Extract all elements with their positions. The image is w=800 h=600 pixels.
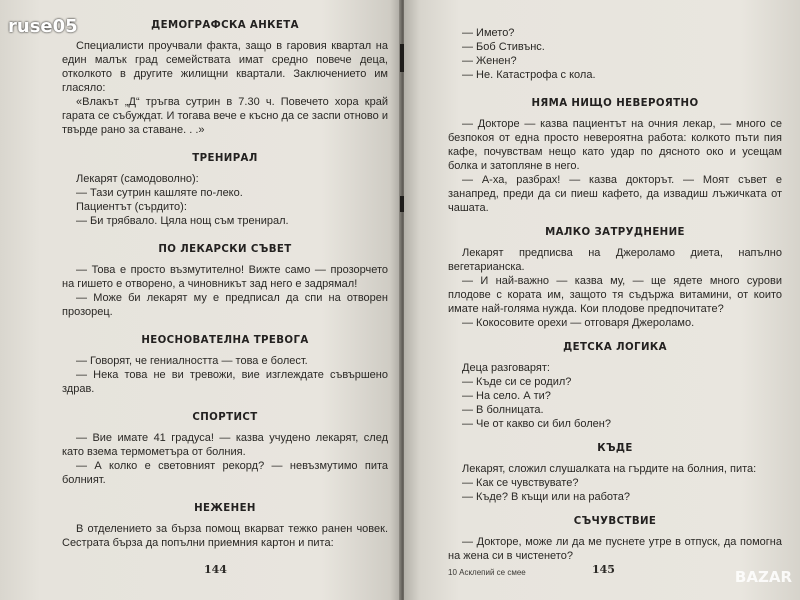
paragraph: — Може би лекарят му е предписал да спи на отворен прозорец. (62, 292, 388, 318)
dialogue-line: Лекарят (самодоволно): (76, 173, 199, 185)
section-title: НЕОСНОВАТЕЛНА ТРЕВОГА (141, 335, 309, 346)
paragraph: — И най-важно — казва му, — ще ядете много сурови плодове с кората им, защото тя съдържа витамини, от които имате най-голяма нужда. Кои плодове предпочитате? (448, 275, 782, 315)
paragraph: — Това е просто възмутително! Вижте само — прозорчето на гишето е отворено, а чиновникът зад него е задрямал! (62, 264, 388, 290)
dialogue-line: — Името? (462, 27, 515, 39)
dialogue-line: Пациентът (сърдито): (76, 201, 187, 213)
dialogue-line: — Че от какво си бил болен? (462, 418, 611, 430)
page-number: 144 (204, 563, 227, 576)
dialogue-line: — Женен? (462, 55, 517, 67)
section-title: НЕЖЕНЕН (194, 503, 256, 514)
paragraph: Лекарят, сложил слушалката на гърдите на болния, пита: (462, 463, 757, 475)
paragraph: Лекарят предписва на Джероламо диета, напълно вегетарианска. (448, 247, 782, 273)
dialogue-line: — В болницата. (462, 404, 544, 416)
dialogue-line: — На село. А ти? (462, 390, 551, 402)
page-footer: 10 Асклепий се смее (448, 568, 526, 577)
right-page (404, 0, 800, 600)
dialogue-line: — Къде? В къщи или на работа? (462, 491, 630, 503)
dialogue-line: — Тази сутрин кашляте по-леко. (76, 187, 243, 199)
paragraph: «Влакът „Д“ тръгва сутрин в 7.30 ч. Повечето хора край гарата се събуждат. И тогава вече е късно да се заспи отново и твърде рано за ставане. . .» (62, 96, 388, 136)
section-title: СЪЧУВСТВИЕ (573, 516, 657, 527)
section-title: МАЛКО ЗАТРУДНЕНИЕ (545, 227, 685, 238)
dialogue-line: Деца разговарят: (462, 362, 550, 374)
dialogue-line: — Къде си се родил? (462, 376, 572, 388)
watermark-logo: BAZAR (734, 568, 792, 586)
section-title: ДЕТСКА ЛОГИКА (563, 342, 667, 353)
paragraph: — А-ха, разбрах! — казва докторът. — Моят съвет е занапред, преди да си пиеш кафето, да извадиш лъжичката от чашата. (448, 174, 782, 214)
paragraph: В отделението за бърза помощ вкарват тежко ранен човек. Сестрата бърза да попълни приемния картон и пита: (62, 523, 388, 549)
paragraph: Специалисти проучвали факта, защо в гаровия квартал на един малък град семействата имат средно повече деца, отколкото в другите жилищни квартали. Заключението им гласяло: (62, 40, 388, 94)
section-title: НЯМА НИЩО НЕВЕРОЯТНО (531, 98, 699, 109)
paragraph: — Нека това не ви тревожи, вие изглеждате съвършено здрав. (62, 369, 388, 395)
section-title: КЪДЕ (597, 443, 633, 454)
paragraph: — Докторе, може ли да ме пуснете утре в отпуск, да помогна на жена си в чистенето? (448, 536, 782, 562)
paragraph: — А колко е световният рекорд? — невъзмутимо пита болният. (62, 460, 388, 486)
paragraph: — Вие имате 41 градуса! — казва учудено лекарят, след като взема термометъра от болния. (62, 432, 388, 458)
dialogue-line: — Не. Катастрофа с кола. (462, 69, 596, 81)
section-title: ПО ЛЕКАРСКИ СЪВЕТ (158, 244, 292, 255)
dialogue-line: — Би трябвало. Цяла нощ съм тренирал. (76, 215, 289, 227)
section-title: ТРЕНИРАЛ (192, 153, 258, 164)
paragraph: — Докторе — казва пациентът на очния лекар, — много се безпокоя от една просто невероятна работа: колкото пъти пия кафе, почувствам нещо като удар по дясното око и усещам болка и затопляне в него. (448, 118, 782, 172)
watermark-text: ruse05 (8, 16, 78, 37)
dialogue-line: — Боб Стивънс. (462, 41, 545, 53)
page-number: 145 (592, 563, 615, 576)
section-title: СПОРТИСТ (192, 412, 258, 423)
paragraph: — Кокосовите орехи — отговаря Джероламо. (462, 317, 695, 329)
paragraph: — Говорят, че гениалността — това е болест. (76, 355, 308, 367)
section-title: ДЕМОГРАФСКА АНКЕТА (151, 20, 299, 31)
dialogue-line: — Как се чувствувате? (462, 477, 579, 489)
